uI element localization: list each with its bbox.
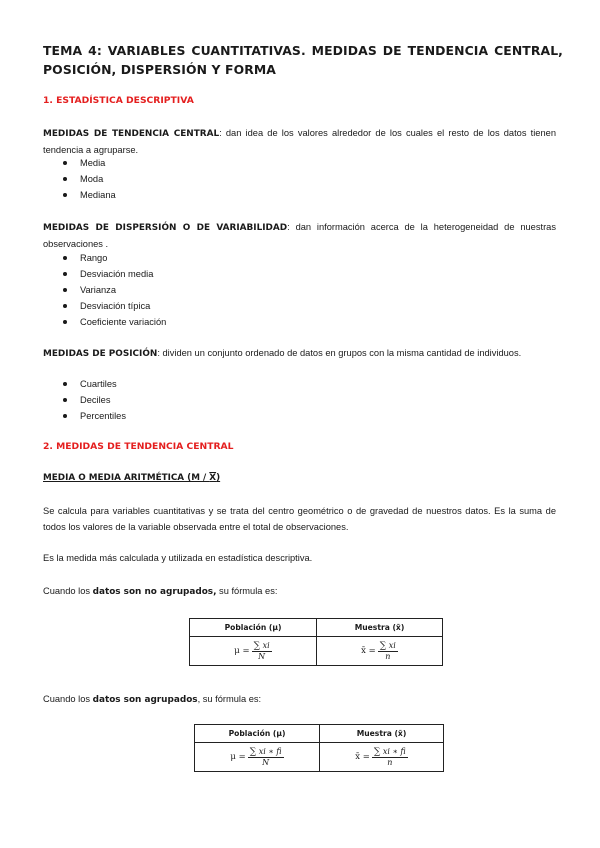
bullet-icon — [63, 161, 67, 165]
position-desc: : dividen un conjunto ordenado de datos en grupos con la misma cantidad de individuos. — [157, 348, 522, 358]
list-item: Media — [43, 155, 116, 171]
list-item: Moda — [43, 171, 116, 187]
dispersion-term: MEDIDAS DE DISPERSIÓN O DE VARIABILIDAD — [43, 223, 288, 233]
bullet-icon — [63, 256, 67, 260]
grouped-intro: Cuando los datos son agrupados, su fórmula es: — [43, 694, 262, 705]
bullet-icon — [63, 398, 67, 402]
formula-table-ungrouped — [189, 618, 443, 666]
formula-table-grouped — [194, 724, 444, 772]
media-usage-paragraph: Es la medida más calculada y utilizada en estadística descriptiva. — [43, 553, 313, 563]
central-tendency-list — [43, 155, 116, 203]
table-header-sample: Muestra (x̄) — [320, 725, 444, 743]
document-title: TEMA 4: VARIABLES CUANTITATIVAS. MEDIDAS DE TENDENCIA CENTRAL, POSICIÓN, DISPERSIÓN Y FORMA — [43, 43, 563, 77]
dispersion-list — [43, 250, 166, 330]
table-header-population: Población (μ) — [190, 619, 317, 637]
list-item: Varianza — [43, 282, 166, 298]
list-item: Cuartiles — [43, 376, 126, 392]
dispersion-desc: : dan información acerca de la heterogeneidad de nuestras observaciones . — [43, 222, 557, 249]
list-item: Percentiles — [43, 408, 126, 424]
formula-population-mean-grouped: μ = $\frac{\sum xi ∗ fi}{N}$ — [195, 743, 320, 772]
bullet-icon — [63, 177, 67, 181]
dispersion-paragraph — [43, 219, 556, 252]
bullet-icon — [63, 193, 67, 197]
formula-sample-mean-grouped: x̄ = $\frac{\sum xi ∗ fi}{n}$ — [320, 743, 444, 772]
position-paragraph — [43, 345, 556, 362]
central-tendency-desc: : dan idea de los valores alrededor de los cuales el resto de los datos tienen tendencia a agruparse. — [43, 128, 556, 155]
bullet-icon — [63, 414, 67, 418]
bullet-icon — [63, 382, 67, 386]
list-item: Desviación media — [43, 266, 166, 282]
bullet-icon — [63, 320, 67, 324]
list-item: Mediana — [43, 187, 116, 203]
formula-population-mean: μ = $\frac{\sum xi}{N}$ — [190, 637, 317, 666]
formula-sample-mean: x̄ = $\frac{\sum xi}{n}$ — [317, 637, 443, 666]
media-definition-paragraph: Se calcula para variables cuantitativas y se trata del centro geométrico o de gravedad de nuestros datos. Es la suma de todos los valores de la variable observada entre el total de observaciones. — [43, 506, 556, 532]
central-tendency-term: MEDIDAS DE TENDENCIA CENTRAL — [43, 129, 220, 139]
position-term: MEDIDAS DE POSICIÓN — [43, 349, 158, 359]
bullet-icon — [63, 272, 67, 276]
table-header-population: Población (μ) — [195, 725, 320, 743]
list-item: Deciles — [43, 392, 126, 408]
media-heading: MEDIA O MEDIA ARITMÉTICA (M / X) — [43, 473, 221, 483]
bullet-icon — [63, 288, 67, 292]
ungrouped-intro: Cuando los datos son no agrupados, su fórmula es: — [43, 586, 278, 597]
list-item: Desviación típica — [43, 298, 166, 314]
table-header-sample: Muestra (x̄) — [317, 619, 443, 637]
position-list — [43, 376, 126, 424]
central-tendency-paragraph — [43, 125, 556, 158]
section-heading-descriptive: 1. ESTADÍSTICA DESCRIPTIVA — [43, 95, 194, 106]
section-heading-central-tendency: 2. MEDIDAS DE TENDENCIA CENTRAL — [43, 441, 234, 452]
list-item: Rango — [43, 250, 166, 266]
list-item: Coeficiente variación — [43, 314, 166, 330]
bullet-icon — [63, 304, 67, 308]
